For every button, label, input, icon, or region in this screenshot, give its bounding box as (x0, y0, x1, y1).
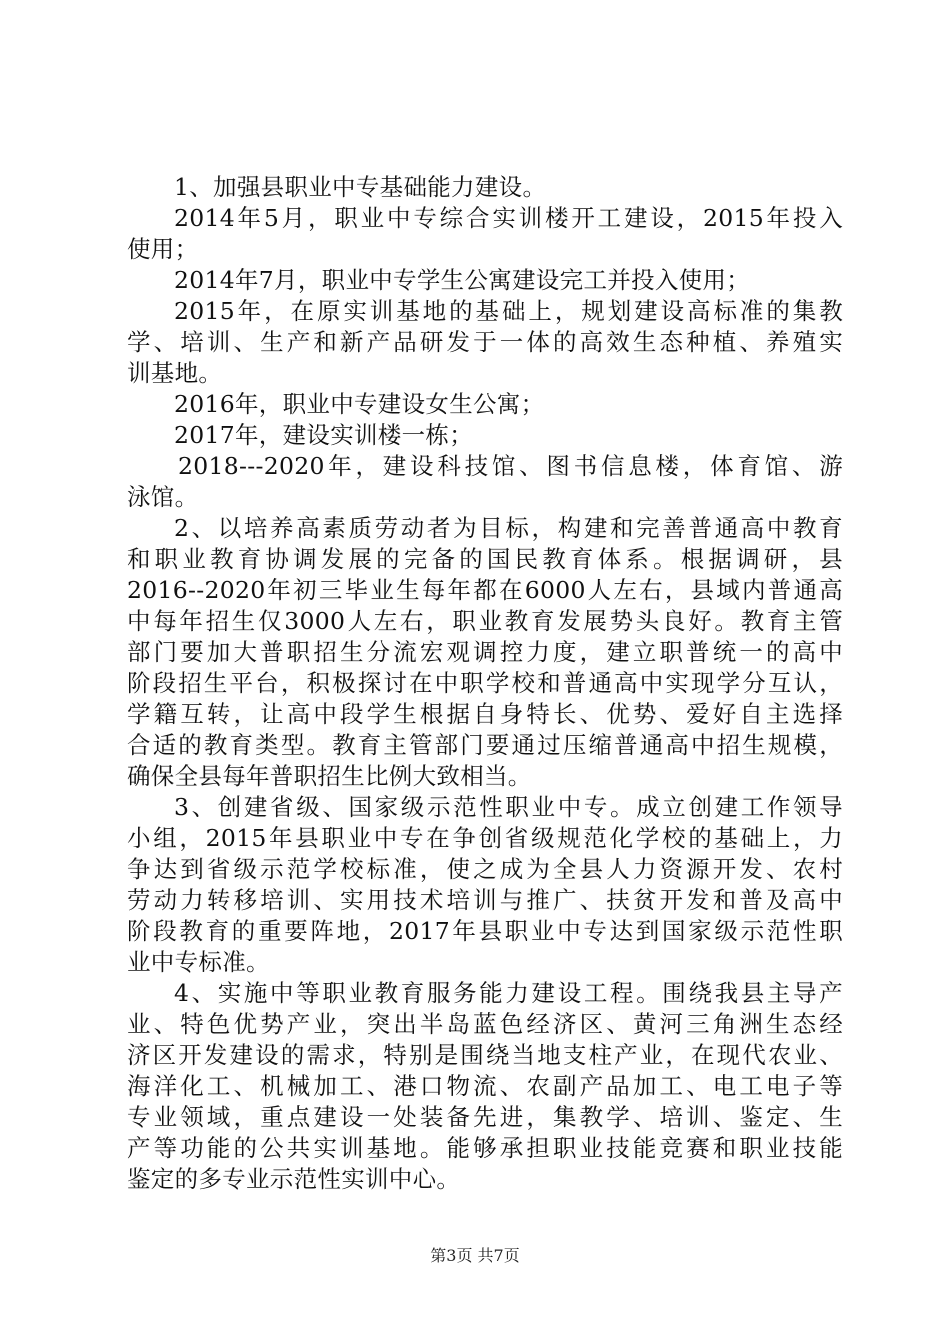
text-line: 2018---2020年，建设科技馆、图书信息楼，体育馆、游 (178, 452, 843, 480)
text-line: 阶段招生平台，积极探讨在中职学校和普通高中实现学分互认， (127, 669, 843, 697)
text-line: 训基地。 (127, 359, 223, 387)
text-line: 阶段教育的重要阵地，2017年县职业中专达到国家级示范性职 (127, 917, 843, 945)
text-line: 争达到省级示范学校标准，使之成为全县人力资源开发、农村 (127, 855, 843, 883)
text-line: 济区开发建设的需求，特别是围绕当地支柱产业，在现代农业、 (127, 1041, 843, 1069)
text-line: 合适的教育类型。教育主管部门要通过压缩普通高中招生规模， (127, 731, 843, 759)
text-line: 学籍互转，让高中段学生根据自身特长、优势、爱好自主选择 (127, 700, 843, 728)
text-line: 鉴定的多专业示范性实训中心。 (127, 1165, 461, 1193)
text-line: 2016--2020年初三毕业生每年都在6000人左右，县域内普通高 (127, 576, 843, 604)
text-line: 2、以培养高素质劳动者为目标，构建和完善普通高中教育 (174, 514, 843, 542)
text-line: 2014年7月，职业中专学生公寓建设完工并投入使用； (174, 266, 751, 294)
text-line: 3、创建省级、国家级示范性职业中专。成立创建工作领导 (174, 793, 843, 821)
text-line: 中每年招生仅3000人左右，职业教育发展势头良好。教育主管 (127, 607, 843, 635)
text-line: 2015年，在原实训基地的基础上，规划建设高标准的集教 (174, 297, 843, 325)
text-line: 使用； (127, 235, 199, 263)
text-line: 2016年，职业中专建设女生公寓； (174, 390, 545, 418)
text-line: 1、加强县职业中专基础能力建设。 (174, 173, 547, 201)
text-line: 2017年，建设实训楼一栋； (174, 421, 474, 449)
text-line: 劳动力转移培训、实用技术培训与推广、扶贫开发和普及高中 (127, 886, 843, 914)
text-line: 业、特色优势产业，突出半岛蓝色经济区、黄河三角洲生态经 (127, 1010, 843, 1038)
text-line: 学、培训、生产和新产品研发于一体的高效生态种植、养殖实 (127, 328, 843, 356)
text-line: 确保全县每年普职招生比例大致相当。 (127, 762, 532, 790)
text-line: 小组，2015年县职业中专在争创省级规范化学校的基础上，力 (127, 824, 843, 852)
text-line: 和职业教育协调发展的完备的国民教育体系。根据调研，县 (127, 545, 843, 573)
text-line: 泳馆。 (127, 483, 199, 511)
text-line: 部门要加大普职招生分流宏观调控力度，建立职普统一的高中 (127, 638, 843, 666)
text-line: 2014年5月，职业中专综合实训楼开工建设，2015年投入 (174, 204, 843, 232)
body-text (127, 172, 843, 1195)
page-footer: 第3页 共7页 (430, 1246, 520, 1265)
text-line: 产等功能的公共实训基地。能够承担职业技能竞赛和职业技能 (127, 1134, 843, 1162)
text-line: 专业领域，重点建设一处装备先进，集教学、培训、鉴定、生 (127, 1103, 843, 1131)
text-line: 业中专标准。 (127, 948, 270, 976)
text-line: 海洋化工、机械加工、港口物流、农副产品加工、电工电子等 (127, 1072, 843, 1100)
text-line: 4、实施中等职业教育服务能力建设工程。围绕我县主导产 (174, 979, 843, 1007)
